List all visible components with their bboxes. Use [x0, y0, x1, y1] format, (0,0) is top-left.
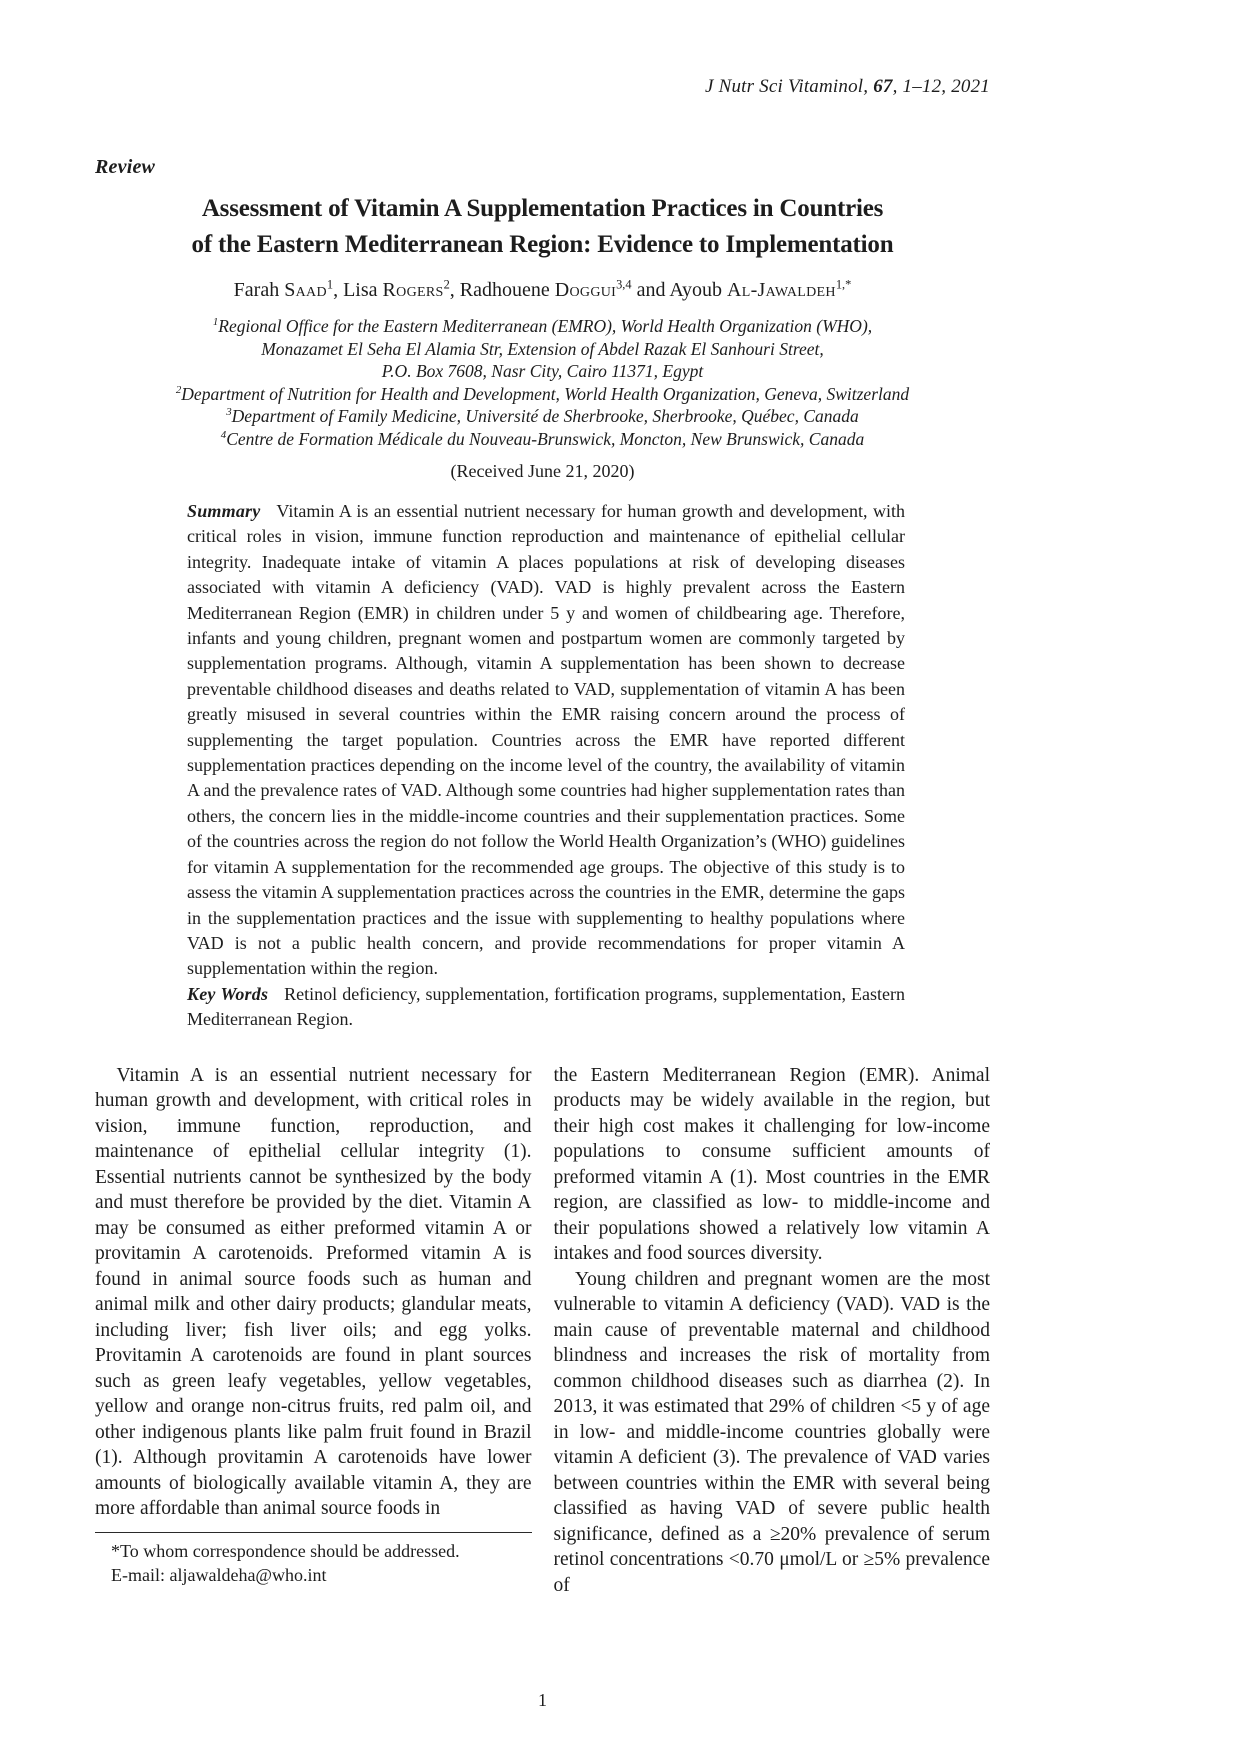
affiliation-marker: 1 — [212, 316, 219, 329]
page-number: 1 — [538, 1690, 547, 1710]
summary-text: Vitamin A is an essential nutrient necessary for human growth and development, with critical roles in vision, immune function reproduction and maintenance of epithelial cellular integrity. Inadequate intake of vitamin A places populations at risk of developing diseases associated with vitamin A deficiency (VAD). VAD is highly prevalent across the Eastern Mediterranean Region (EMR) in children under 5 y and women of childbearing age. Therefore, infants and young children, pregnant women and postpartum women are commonly targeted by supplementation programs. Although, vitamin A supplementation has been shown to decrease preventable childhood diseases and deaths related to VAD, supplementation of vitamin A has been greatly misused in several countries within the EMR raising concern around the process of supplementing the target population. Countries across the EMR have reported different supplementation practices depending on the income level of the country, the availability of vitamin A and the prevalence rates of VAD. Although some countries had higher supplementation rates than others, the concern lies in the middle-income countries and their supplementation practices. Some of the countries across the region do not follow the World Health Organization’s (WHO) guidelines for vitamin A supplementation for the recommended age groups. The objective of this study is to assess the vitamin A supplementation practices across the countries in the EMR, determine the gaps in the supplementation practices and the issue with supplementing to healthy populations where VAD is not a public health concern, and provide recommendations for proper vitamin A supplementation within the region. — [187, 501, 905, 979]
journal-name: J Nutr Sci Vitaminol, — [705, 76, 874, 97]
author-given-name: Farah — [233, 279, 285, 301]
keywords-paragraph — [187, 982, 905, 1033]
author-separator: , — [449, 279, 460, 301]
author-surname: Doggui — [554, 279, 617, 301]
author-given-name: Ayoub — [669, 279, 727, 301]
keywords-text: Retinol deficiency, supplementation, fortification programs, supplementation, Eastern Mediterranean Region. — [187, 983, 905, 1030]
affiliation-marker: 4 — [220, 428, 227, 441]
author-surname: Rogers — [382, 279, 444, 301]
journal-pages-year: , 1–12, 2021 — [892, 76, 990, 97]
body-column-left — [95, 1063, 532, 1599]
affiliation-text: P.O. Box 7608, Nasr City, Cairo 11371, Egypt — [381, 361, 704, 381]
body-paragraph: Vitamin A is an essential nutrient necessary for human growth and development, with critical roles in vision, immune function, reproduction, and maintenance of epithelial cellular integrity (1). Essential nutrients cannot be synthesized by the body and must therefore be provided by the diet. Vitamin A may be consumed as either preformed vitamin A or provitamin A carotenoids. Preformed vitamin A is found in animal source foods such as human and animal milk and other dairy products; glandular meats, including liver; fish liver oils; and egg yolks. Provitamin A carotenoids are found in plant sources such as green leafy vegetables, yellow vegetables, yellow and orange non-citrus fruits, red palm oil, and other indigenous plants like palm fruit found in Brazil (1). Although provitamin A carotenoids have lower amounts of biologically available vitamin A, they are more affordable than animal source foods in — [95, 1064, 532, 1520]
author-affiliation-marker: 3,4 — [616, 277, 632, 292]
journal-volume: 67 — [873, 76, 893, 97]
body-paragraph: the Eastern Mediterranean Region (EMR). Animal products may be widely available in the region, but their high cost makes it challenging for low-income populations to consume sufficient amounts of preformed vitamin A (1). Most countries in the EMR region, are classified as low- to middle-income and their populations showed a relatively low vitamin A intakes and food sources diversity. — [553, 1064, 990, 1265]
right-column-paragraphs — [554, 1063, 991, 1599]
affiliation-line — [95, 405, 990, 428]
body-paragraph: Young children and pregnant women are the most vulnerable to vitamin A deficiency (VAD). VAD is the main cause of preventable maternal and childhood blindness and increases the risk of mortality from common childhood diseases such as diarrhea (2). In 2013, it was estimated that 29% of children <5 y of age in low- and middle-income countries globally were vitamin A deficient (3). The prevalence of VAD varies between countries within the EMR with several being classified as having VAD of severe public health significance, defined as a ≥20% prevalence of serum retinol concentrations <0.70 μmol/L or ≥5% prevalence of — [553, 1268, 990, 1596]
affiliation-marker: 2 — [175, 383, 182, 396]
correspondence-note: *To whom correspondence should be addressed. — [111, 1540, 460, 1561]
affiliation-line — [95, 315, 990, 338]
correspondence-footnote — [95, 1532, 532, 1587]
affiliation-marker: 3 — [226, 406, 232, 419]
received-date: (Received June 21, 2020) — [450, 461, 635, 481]
author-given-name: Lisa — [343, 279, 383, 301]
journal-reference — [95, 0, 990, 98]
author-surname: Saad — [284, 279, 327, 301]
authors-line — [95, 279, 990, 302]
affiliation-line — [95, 360, 990, 383]
author — [343, 279, 460, 301]
paper-title-line2: of the Eastern Mediterranean Region: Evidence to Implementation — [191, 231, 894, 258]
page-content — [95, 0, 990, 1710]
affiliation-line — [95, 428, 990, 451]
author-given-name: Radhouene — [459, 279, 555, 301]
affiliation-line — [95, 383, 990, 406]
summary-label: Summary — [187, 501, 261, 521]
author-surname: Al-Jawaldeh — [727, 279, 836, 301]
author-separator: and — [631, 279, 670, 301]
body-column-right — [554, 1063, 991, 1599]
author-separator: , — [333, 279, 344, 301]
affiliation-text: Department of Family Medicine, Université de Sherbrooke, Sherbrooke, Québec, Canada — [231, 406, 859, 426]
affiliation-text: Regional Office for the Eastern Mediterranean (EMRO), World Health Organization (WHO), — [218, 316, 873, 336]
abstract-block — [187, 499, 905, 1033]
author-affiliation-marker: 1 — [326, 277, 334, 292]
author — [460, 279, 670, 301]
affiliation-line — [95, 338, 990, 361]
summary-paragraph — [187, 499, 905, 982]
author-affiliation-marker: 2 — [443, 277, 450, 292]
body-columns — [95, 1063, 990, 1599]
keywords-label: Key Words — [187, 983, 269, 1004]
affiliation-text: Department of Nutrition for Health and Development, World Health Organization, Geneva, Switzerland — [181, 383, 910, 404]
author — [234, 279, 343, 301]
correspondence-email: E-mail: aljawaldeha@who.int — [111, 1564, 327, 1585]
affiliation-text: Monazamet El Seha El Alamia Str, Extension of Abdel Razak El Sanhouri Street, — [261, 338, 824, 359]
paper-title — [95, 191, 990, 263]
author — [669, 279, 851, 301]
left-column-paragraphs — [95, 1063, 532, 1522]
section-label: Review — [95, 156, 156, 178]
author-affiliation-marker: 1,* — [835, 277, 852, 292]
affiliations — [95, 315, 990, 450]
affiliation-text: Centre de Formation Médicale du Nouveau-Brunswick, Moncton, New Brunswick, Canada — [226, 428, 865, 449]
paper-title-line1: Assessment of Vitamin A Supplementation Practices in Countries — [201, 195, 884, 222]
